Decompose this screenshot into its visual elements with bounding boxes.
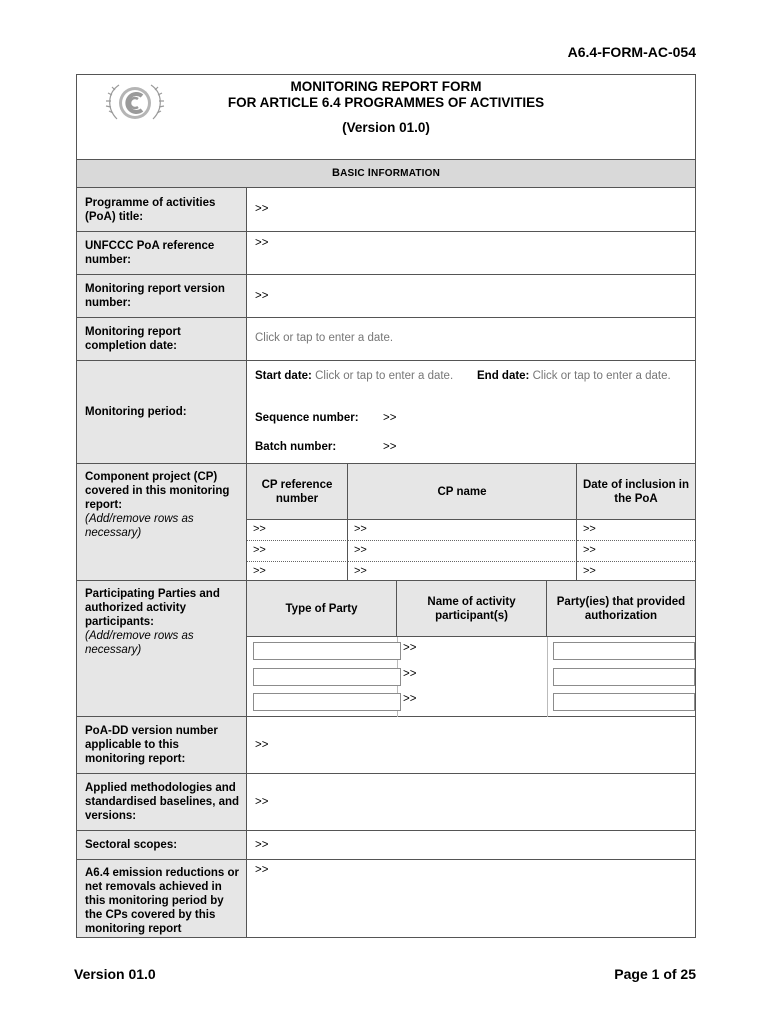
party-type-select[interactable] (253, 642, 401, 660)
cp-header-ref: CP reference number (247, 464, 348, 520)
parties-header-authorization: Party(ies) that provided authorization (547, 581, 695, 637)
cp-cell[interactable]: >> (247, 562, 348, 580)
start-date-field[interactable]: Start date: Click or tap to enter a date. (255, 370, 454, 382)
cp-table (247, 464, 695, 580)
authorizing-party-select[interactable] (553, 668, 695, 686)
cp-header-date: Date of inclusion in the PoA (577, 464, 695, 520)
label-sequence-number: Sequence number: (255, 412, 359, 424)
label-emission-reductions: A6.4 emission reductions or net removals achieved in this monitoring period by the CPs covered by this monitoring report (77, 860, 247, 937)
cp-cell[interactable]: >> (583, 565, 596, 577)
form-title-line2: FOR ARTICLE 6.4 PROGRAMMES OF ACTIVITIES (227, 95, 545, 110)
label-methodologies: Applied methodologies and standardised baselines, and versions: (77, 774, 247, 830)
participant-name-input[interactable]: >> (403, 693, 417, 705)
cp-cell[interactable]: >> (348, 541, 577, 562)
row-emission-reductions (77, 860, 695, 937)
parties-header-type: Type of Party (247, 581, 397, 637)
input-emission-reductions[interactable]: >> (255, 864, 269, 876)
input-poa-title[interactable]: >> (255, 203, 269, 215)
party-type-select[interactable] (253, 693, 401, 711)
authorizing-party-select[interactable] (553, 693, 695, 711)
input-poa-dd-version[interactable]: >> (255, 739, 269, 751)
cp-header-name: CP name (348, 464, 577, 520)
cp-cell[interactable]: >> (348, 562, 577, 580)
form-header (77, 75, 695, 159)
input-methodologies[interactable]: >> (255, 796, 269, 808)
label-version-number: Monitoring report version number: (77, 275, 247, 317)
footer-version: Version 01.0 (74, 966, 156, 982)
cp-cell[interactable]: >> (247, 520, 348, 541)
parties-header-name: Name of activity participant(s) (397, 581, 547, 637)
input-sequence-number[interactable]: >> (383, 412, 397, 424)
input-sectoral-scopes[interactable]: >> (255, 839, 269, 851)
end-date-field[interactable]: End date: Click or tap to enter a date. (477, 370, 671, 382)
participant-name-input[interactable]: >> (403, 668, 417, 680)
row-poa-dd-version (77, 717, 695, 774)
input-version-number[interactable]: >> (255, 290, 269, 302)
row-component-projects (77, 464, 695, 581)
row-sectoral-scopes (77, 831, 695, 860)
row-ref-number (77, 232, 695, 275)
row-methodologies (77, 774, 695, 831)
document-code: A6.4-FORM-AC-054 (567, 44, 696, 60)
monitoring-report-form (76, 74, 696, 938)
input-batch-number[interactable]: >> (383, 441, 397, 453)
parties-table (247, 581, 695, 716)
party-type-select[interactable] (253, 668, 401, 686)
label-completion-date: Monitoring report completion date: (77, 318, 247, 360)
section-basic-information: BASIC INFORMATION (77, 159, 695, 188)
cp-cell[interactable]: >> (577, 520, 695, 541)
form-version: (Version 01.0) (342, 120, 430, 135)
footer-page-number: Page 1 of 25 (614, 966, 696, 982)
label-component-projects: Component project (CP) covered in this monitoring report: (Add/remove rows as necessary) (77, 464, 247, 580)
cp-cell[interactable]: >> (247, 541, 348, 562)
row-monitoring-period (77, 361, 695, 464)
label-poa-dd-version: PoA-DD version number applicable to this monitoring report: (77, 717, 247, 773)
label-sectoral-scopes: Sectoral scopes: (77, 831, 247, 859)
date-picker-completion[interactable]: Click or tap to enter a date. (255, 332, 394, 344)
label-poa-title: Programme of activities (PoA) title: (77, 188, 247, 231)
authorizing-party-select[interactable] (553, 642, 695, 660)
row-participating-parties (77, 581, 695, 717)
form-title-line1: MONITORING REPORT FORM (290, 79, 482, 94)
participant-name-input[interactable]: >> (403, 642, 417, 654)
row-version-number (77, 275, 695, 318)
row-poa-title (77, 188, 695, 232)
cp-cell[interactable]: >> (577, 541, 695, 562)
label-ref-number: UNFCCC PoA reference number: (77, 232, 247, 274)
label-participating-parties: Participating Parties and authorized activity participants: (Add/remove rows as necessary) (77, 581, 247, 716)
label-batch-number: Batch number: (255, 441, 337, 453)
row-completion-date (77, 318, 695, 361)
cp-cell[interactable]: >> (348, 520, 577, 541)
input-ref-number[interactable]: >> (255, 237, 269, 249)
label-monitoring-period: Monitoring period: (77, 361, 247, 463)
